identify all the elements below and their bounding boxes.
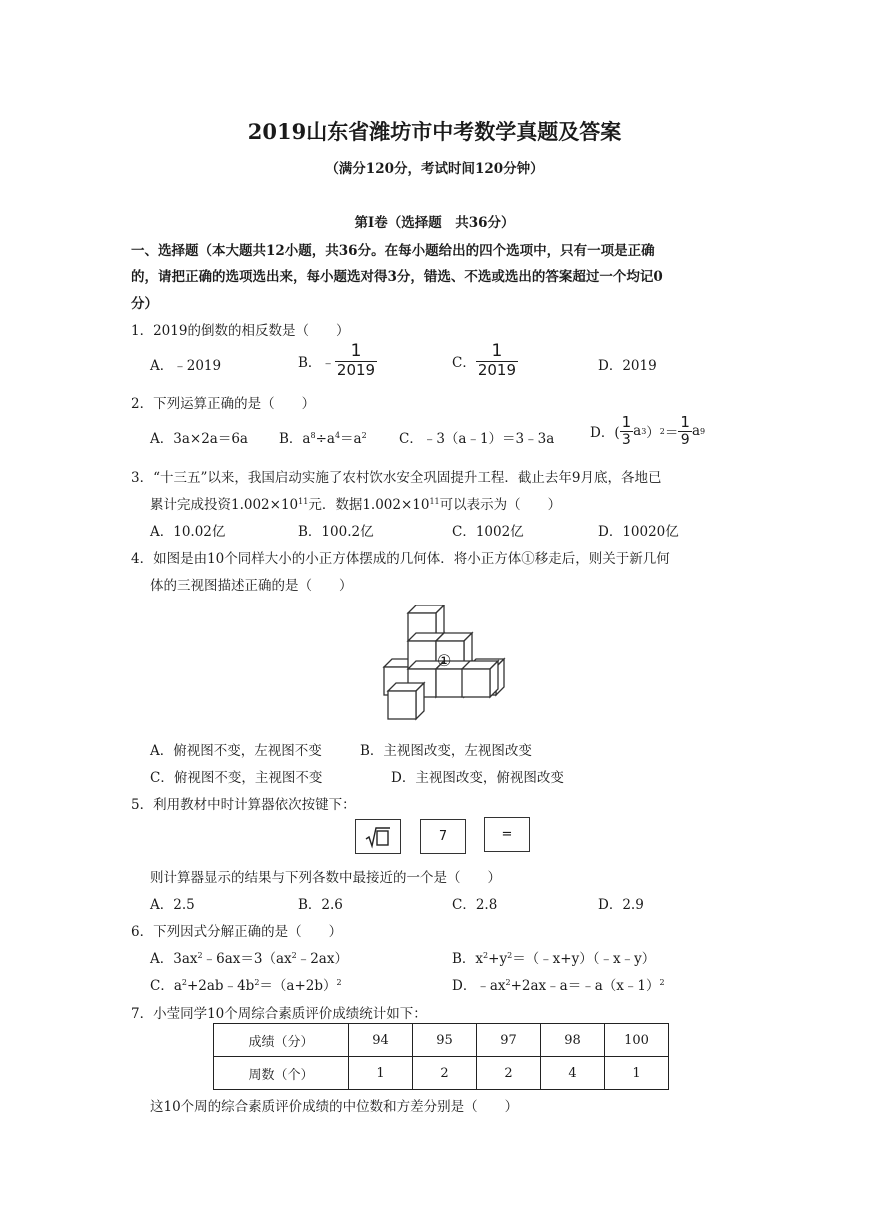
q6-a-post: ﹣2ax） bbox=[296, 951, 348, 967]
page-subtitle: （满分120分，考试时间120分钟） bbox=[325, 161, 544, 177]
q6-c-exp3: 2 bbox=[336, 978, 342, 987]
q6-option-d bbox=[452, 974, 665, 994]
q1-option-a: A．﹣2019 bbox=[150, 358, 222, 374]
table-cell: 98 bbox=[541, 1024, 605, 1057]
q6-d-post: +2ax﹣a＝﹣a（x﹣1） bbox=[510, 978, 660, 994]
q7-stem: 7．小莹同学10个周综合素质评价成绩统计如下： bbox=[131, 1006, 427, 1022]
q2-d-tail: a bbox=[691, 423, 700, 439]
fraction-denominator: 2019 bbox=[336, 361, 376, 379]
q2-d-exp3: 9 bbox=[700, 426, 706, 436]
q5-stem: 5．利用教材中时计算器依次按键下： bbox=[131, 797, 356, 813]
q2-stem: 2．下列运算正确的是（ ） bbox=[131, 396, 316, 412]
q6-d-pre: D．﹣ax bbox=[452, 978, 506, 994]
q4-option-d: D．主视图改变，俯视图改变 bbox=[391, 770, 564, 786]
instructions-line-1: 一、选择题（本大题共12小题，共36分。在每小题给出的四个选项中，只有一项是正确 bbox=[131, 243, 655, 259]
cube-label: ① bbox=[437, 651, 452, 670]
q2-d-eq: ＝ bbox=[664, 425, 679, 441]
page-title: 2019山东省潍坊市中考数学真题及答案 bbox=[247, 119, 622, 144]
q2-d-mid: a bbox=[633, 423, 642, 439]
q7-line-2: 这10个周的综合素质评价成绩的中位数和方差分别是（ ） bbox=[150, 1099, 519, 1115]
q6-a-exp2: 2 bbox=[291, 951, 297, 960]
fraction-denominator: 2019 bbox=[477, 361, 517, 379]
q6-b-exp2: 2 bbox=[507, 951, 513, 960]
table-cell: 2 bbox=[477, 1057, 541, 1090]
table-header-cell: 成绩（分） bbox=[214, 1024, 349, 1057]
table-row bbox=[214, 1024, 669, 1057]
q2-d-fraction-2 bbox=[678, 415, 692, 447]
q4-option-b: B．主视图改变，左视图改变 bbox=[360, 743, 532, 759]
fraction-denominator: 3 bbox=[621, 432, 631, 448]
q3-exp1: 11 bbox=[298, 497, 309, 506]
q6-c-post: ＝（a+2b） bbox=[259, 978, 337, 994]
q5-option-a: A．2.5 bbox=[150, 897, 195, 913]
q6-option-a bbox=[150, 947, 348, 967]
q2-b-mid: ÷a bbox=[315, 431, 335, 447]
fraction-numerator: 1 bbox=[621, 413, 632, 431]
q4-line-1: 4．如图是由10个同样大小的小正方体摆成的几何体．将小正方体①移走后，则关于新几何 bbox=[131, 551, 670, 567]
q6-c-exp2: 2 bbox=[254, 978, 260, 987]
q5-option-d: D．2.9 bbox=[598, 897, 644, 913]
fraction-numerator: 1 bbox=[491, 341, 503, 361]
table-cell: 95 bbox=[413, 1024, 477, 1057]
q2-option-d bbox=[590, 415, 705, 447]
q3-line-1: 3．“十三五”以来，我国启动实施了农村饮水安全巩固提升工程．截止去年9月底，各地已 bbox=[131, 470, 662, 486]
q3-line-2 bbox=[150, 493, 561, 513]
q3-option-c: C．1002亿 bbox=[452, 524, 524, 540]
q6-c-exp1: 2 bbox=[181, 978, 187, 987]
q1-option-b-fraction bbox=[335, 343, 377, 378]
q2-d-fraction-1 bbox=[620, 415, 634, 447]
q2-b-mid2: ＝a bbox=[340, 431, 362, 447]
q2-d-exp2: 2 bbox=[659, 426, 665, 436]
q6-option-b bbox=[452, 947, 655, 967]
table-cell: 1 bbox=[605, 1057, 669, 1090]
q6-d-exp2: 2 bbox=[659, 978, 665, 987]
q6-option-c bbox=[150, 974, 342, 994]
q1-stem: 1．2019的倒数的相反数是（ ） bbox=[131, 323, 350, 339]
q6-a-mid: ﹣6ax＝3（ax bbox=[202, 951, 292, 967]
score-table bbox=[213, 1023, 669, 1090]
q3-line2-mid: 元．数据1.002×10 bbox=[308, 497, 430, 513]
q4-line-2: 体的三视图描述正确的是（ ） bbox=[150, 578, 353, 594]
q2-b-exp3: 2 bbox=[361, 431, 367, 440]
q6-b-mid: +y bbox=[488, 951, 508, 967]
table-cell: 100 bbox=[605, 1024, 669, 1057]
q1-option-b-label: B．﹣ bbox=[298, 354, 335, 371]
table-cell: 1 bbox=[349, 1057, 413, 1090]
q2-option-b bbox=[279, 427, 367, 447]
q2-b-exp2: 4 bbox=[334, 431, 341, 440]
q3-option-d: D．10020亿 bbox=[598, 524, 679, 540]
fraction-numerator: 1 bbox=[350, 341, 362, 361]
q2-b-exp1: 8 bbox=[310, 431, 316, 440]
q2-b-pre: B．a bbox=[279, 431, 311, 447]
q3-exp2: 11 bbox=[429, 497, 440, 506]
q3-line2-post: 可以表示为（ ） bbox=[439, 497, 562, 513]
table-cell: 2 bbox=[413, 1057, 477, 1090]
q1-option-c-fraction bbox=[476, 343, 518, 378]
table-cell: 4 bbox=[541, 1057, 605, 1090]
table-row bbox=[214, 1057, 669, 1090]
instructions-line-2: 的，请把正确的选项选出来，每小题选对得3分，错选、不选或选出的答案超过一个均记0 bbox=[131, 269, 663, 285]
q1-option-c-label: C． bbox=[452, 354, 476, 371]
q2-d-exp1: 3 bbox=[641, 426, 647, 436]
q1-option-b bbox=[298, 343, 377, 378]
q5-option-c: C．2.8 bbox=[452, 897, 498, 913]
q1-option-c bbox=[452, 343, 518, 378]
instructions-line-3: 分） bbox=[131, 296, 158, 312]
q5-line-2: 则计算器显示的结果与下列各数中最接近的一个是（ ） bbox=[150, 870, 501, 886]
calculator-key-7: 7 bbox=[420, 819, 466, 854]
q1-option-d: D．2019 bbox=[598, 358, 657, 374]
q6-stem: 6．下列因式分解正确的是（ ） bbox=[131, 924, 343, 940]
q4-option-c: C．俯视图不变，主视图不变 bbox=[150, 770, 323, 786]
q6-a-exp1: 2 bbox=[197, 951, 203, 960]
q3-option-b: B．100.2亿 bbox=[298, 524, 374, 540]
section-title: 第Ⅰ卷（选择题 共36分） bbox=[354, 215, 515, 231]
q6-b-exp1: 2 bbox=[483, 951, 489, 960]
q6-a-pre: A．3ax bbox=[150, 951, 198, 967]
calculator-sqrt-key bbox=[355, 819, 401, 854]
calculator-equals-key: = bbox=[484, 817, 530, 852]
fraction-denominator: 9 bbox=[680, 432, 690, 448]
q5-option-b: B．2.6 bbox=[298, 897, 343, 913]
sqrt-key-icon bbox=[365, 825, 391, 849]
q6-d-exp1: 2 bbox=[505, 978, 511, 987]
q2-d-close: ） bbox=[646, 425, 660, 441]
q6-c-pre: C．a bbox=[150, 978, 182, 994]
fraction-numerator: 1 bbox=[680, 413, 690, 431]
q2-d-pre: D．( bbox=[590, 425, 620, 441]
table-cell: 94 bbox=[349, 1024, 413, 1057]
q3-line2-pre: 累计完成投资1.002×10 bbox=[150, 497, 299, 513]
q2-option-c: C．﹣3（a﹣1）＝3﹣3a bbox=[399, 431, 555, 447]
q3-option-a: A．10.02亿 bbox=[150, 524, 226, 540]
q2-option-a: A．3a×2a＝6a bbox=[150, 431, 248, 447]
table-header-cell: 周数（个） bbox=[214, 1057, 349, 1090]
q6-c-mid: +2ab﹣4b bbox=[186, 978, 255, 994]
q6-b-post: ＝（﹣x+y）（﹣x﹣y） bbox=[512, 951, 656, 967]
q4-option-a: A．俯视图不变，左视图不变 bbox=[150, 743, 322, 759]
q6-b-pre: B．x bbox=[452, 951, 484, 967]
table-cell: 97 bbox=[477, 1024, 541, 1057]
